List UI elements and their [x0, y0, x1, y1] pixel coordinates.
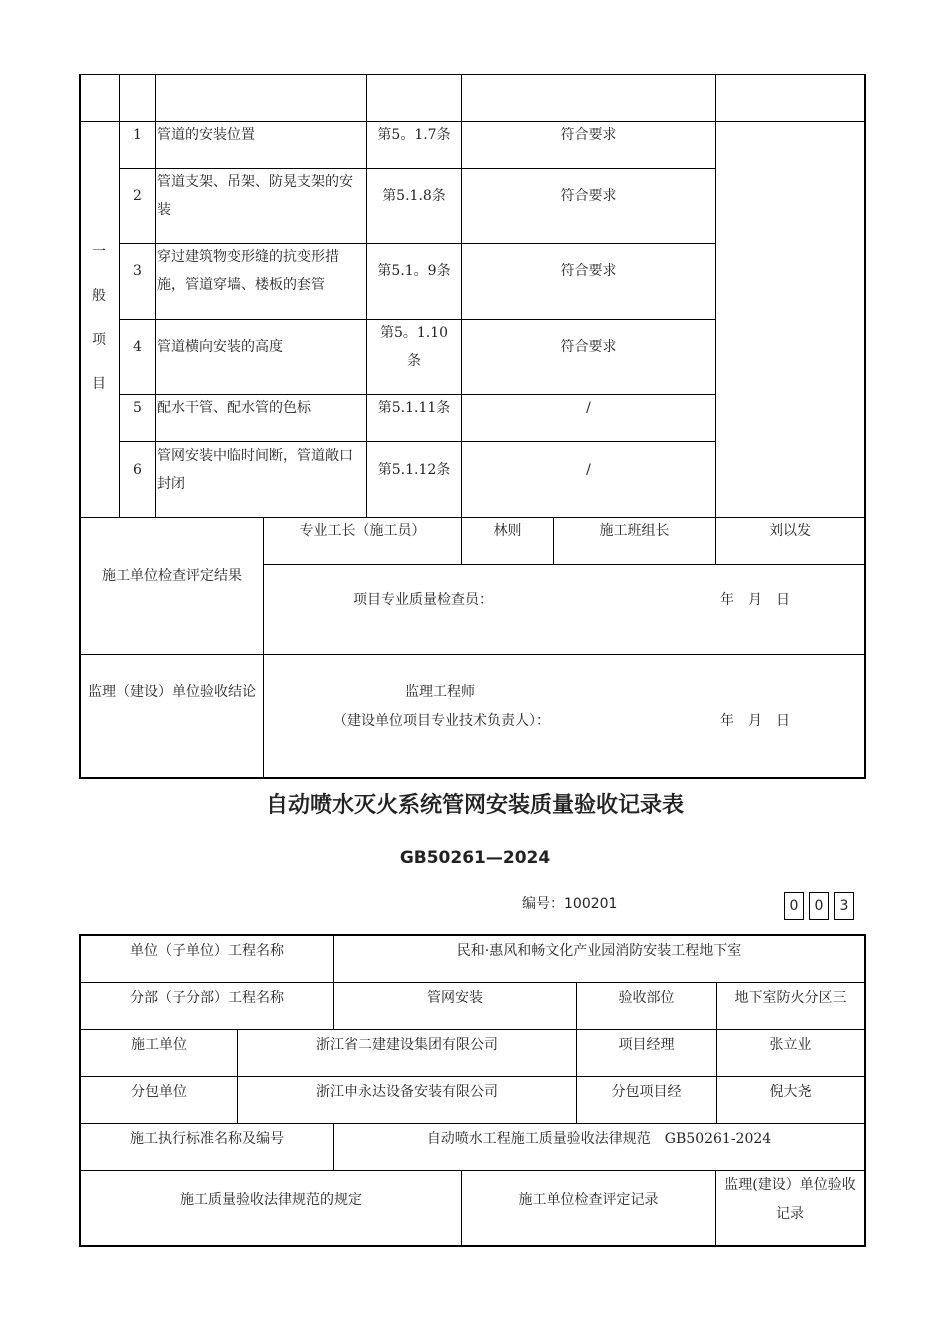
unit-project-value: 民和·惠风和畅文化产业园消防安装工程地下室: [456, 943, 742, 959]
section-label: 一 般 项 目: [92, 244, 106, 392]
team-leader-label: 施工班组长: [599, 523, 670, 539]
col2-header: 施工单位检查评定记录: [518, 1192, 659, 1208]
contractor-value: 浙江省二建建设集团有限公司: [316, 1037, 498, 1053]
row-item: 穿过建筑物变形缝的抗变形措施，管道穿墙、楼板的套管: [157, 249, 339, 293]
acceptance-part-value: 地下室防火分区三: [734, 990, 847, 1006]
subcontractor-label: 分包单位: [131, 1084, 187, 1100]
row-result: 符合要求: [560, 127, 617, 143]
row-no: 4: [133, 339, 142, 355]
col3-header: 监理(建设）单位验收记录: [724, 1177, 856, 1222]
row-item: 管道支架、吊架、防晃支架的安装: [157, 174, 353, 218]
pm-value: 张立业: [769, 1037, 812, 1053]
row-no: 5: [133, 400, 142, 416]
construction-result-label: 施工单位检查评定结果: [102, 568, 242, 584]
row-result: /: [586, 462, 591, 478]
row-item: 配水干管、配水管的色标: [157, 400, 311, 416]
serial-digit-box: 0: [784, 892, 804, 920]
row-item: 管道横向安装的高度: [157, 339, 283, 355]
foreman-label: 专业工长（施工员）: [299, 523, 426, 539]
unit-project-label: 单位（子单位）工程名称: [130, 943, 284, 959]
row-clause: 第5.1.8条: [382, 188, 446, 204]
row-result: 符合要求: [560, 188, 617, 204]
row-clause: 第5。1.7条: [377, 127, 451, 143]
sub-project-label: 分部（子分部）工程名称: [130, 990, 284, 1006]
supervision-label: 监理（建设）单位验收结论: [88, 684, 256, 700]
form-title: 自动喷水灭火系统管网安装质量验收记录表: [265, 793, 684, 818]
quality-inspector-label: 项目专业质量检查员：: [353, 592, 493, 608]
col1-header: 施工质量验收法律规范的规定: [180, 1192, 362, 1208]
sub-pm-value: 倪大尧: [769, 1084, 812, 1100]
row-result: 符合要求: [560, 339, 617, 355]
foreman-name: 林则: [493, 523, 522, 539]
row-no: 3: [133, 263, 142, 279]
row-clause: 第5.1.11条: [377, 400, 451, 416]
supervisor-line1: 监理工程师: [405, 684, 475, 700]
contractor-label: 施工单位: [131, 1037, 187, 1053]
row-item: 管网安装中临时间断，管道敞口封闭: [157, 448, 353, 492]
row-clause: 第5.1.12条: [377, 462, 451, 478]
team-leader-name: 刘以发: [769, 523, 811, 539]
row-clause: 第5.1。9条: [377, 263, 451, 279]
row-no: 1: [133, 127, 142, 143]
row-no: 2: [133, 188, 142, 204]
standard-code: GB50261—2024: [399, 848, 551, 868]
standard-value: 自动喷水工程施工质量验收法律规范 GB50261-2024: [426, 1131, 772, 1147]
sub-pm-label: 分包项目经: [611, 1084, 682, 1100]
standard-label: 施工执行标准名称及编号: [130, 1131, 284, 1147]
row-result: /: [586, 400, 591, 416]
row-item: 管道的安装位置: [157, 127, 255, 143]
acceptance-part-label: 验收部位: [618, 990, 675, 1006]
row-clause: 第5。1.10条: [379, 325, 449, 369]
supervisor-line2: （建设单位项目专业技术负责人）：: [333, 713, 550, 729]
row-result: 符合要求: [560, 263, 617, 279]
subcontractor-value: 浙江申永达设备安装有限公司: [316, 1084, 498, 1100]
date-label: 年 月 日: [720, 713, 790, 729]
row-no: 6: [133, 462, 142, 478]
serial-digit-box: 3: [834, 892, 854, 920]
serial-digit-box: 0: [809, 892, 829, 920]
sub-project-value: 管网安装: [427, 990, 483, 1006]
serial-label: 编号：100201: [522, 896, 618, 912]
date-label: 年 月 日: [720, 592, 790, 608]
pm-label: 项目经理: [618, 1037, 675, 1053]
